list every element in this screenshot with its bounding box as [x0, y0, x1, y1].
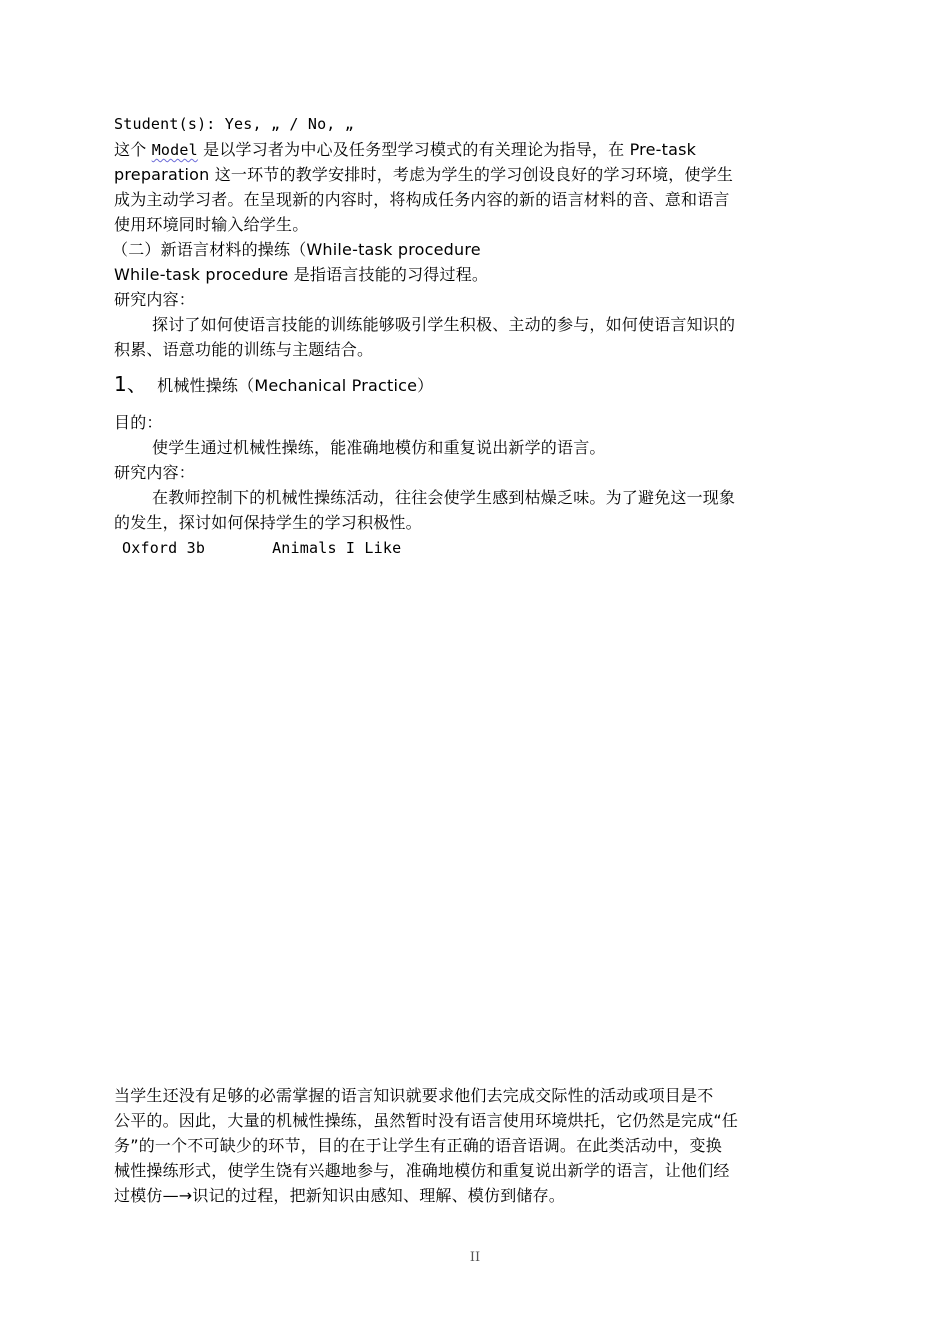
goal-label: 目的： [114, 413, 163, 432]
paragraph-line [114, 137, 838, 163]
model-term: Model [151, 141, 198, 159]
page-number: II [469, 1250, 481, 1265]
paragraph-line: 公平的。因此，大量的机械性操练，虽然暂时没有语言使用环境烘托，它仍然是完成“任 [114, 1111, 739, 1130]
example-title: Animals I Like [272, 539, 402, 557]
section-heading: （二）新语言材料的操练（While-task procedure [112, 240, 481, 259]
paragraph-text: 是以学习者为中心及任务型学习模式的有关理论为指导，在 Pre-task [197, 140, 697, 159]
paragraph-line: 的发生，探讨如何保持学生的学习积极性。 [114, 513, 422, 532]
example-unit: Oxford 3b [122, 539, 206, 557]
paragraph-line: 在教师控制下的机械性操练活动，往往会使学生感到枯燥乏味。为了避免这一现象 [152, 488, 736, 507]
student-reply-line: Student(s): Yes, „ / No, „ [114, 115, 354, 133]
paragraph-line: 务”的一个不可缺少的环节，目的在于让学生有正确的语音语调。在此类活动中，变换 [114, 1136, 722, 1155]
section-definition: While-task procedure 是指语言技能的习得过程。 [114, 265, 489, 284]
subsection-heading [114, 372, 838, 398]
paragraph-line: 使用环境同时输入给学生。 [114, 215, 309, 234]
example-reference [122, 536, 846, 561]
paragraph-line: 当学生还没有足够的必需掌握的语言知识就要求他们去完成交际性的活动或项目是不 [114, 1086, 714, 1105]
research-label: 研究内容： [114, 463, 196, 482]
paragraph-line: 探讨了如何使语言技能的训练能够吸引学生积极、主动的参与，如何使语言知识的 [152, 315, 736, 334]
research-label: 研究内容： [114, 290, 196, 309]
paragraph-line: 成为主动学习者。在呈现新的内容时，将构成任务内容的新的语言材料的音、意和语言 [114, 190, 730, 209]
heading-number: 1、 [114, 372, 148, 396]
goal-text: 使学生通过机械性操练，能准确地模仿和重复说出新学的语言。 [152, 438, 606, 457]
paragraph-line: 械性操练形式，使学生饶有兴趣地参与，准确地模仿和重复说出新学的语言，让他们经 [114, 1161, 730, 1180]
heading-text: 机械性操练（Mechanical Practice） [157, 376, 434, 395]
paragraph-line: 过模仿—→识记的过程，把新知识由感知、理解、模仿到储存。 [114, 1186, 566, 1205]
paragraph-line: preparation 这一环节的教学安排时，考虑为学生的学习创设良好的学习环境，使学生 [114, 165, 734, 184]
paragraph-line: 积累、语意功能的训练与主题结合。 [114, 340, 374, 359]
paragraph-text: 这个 [114, 140, 152, 159]
